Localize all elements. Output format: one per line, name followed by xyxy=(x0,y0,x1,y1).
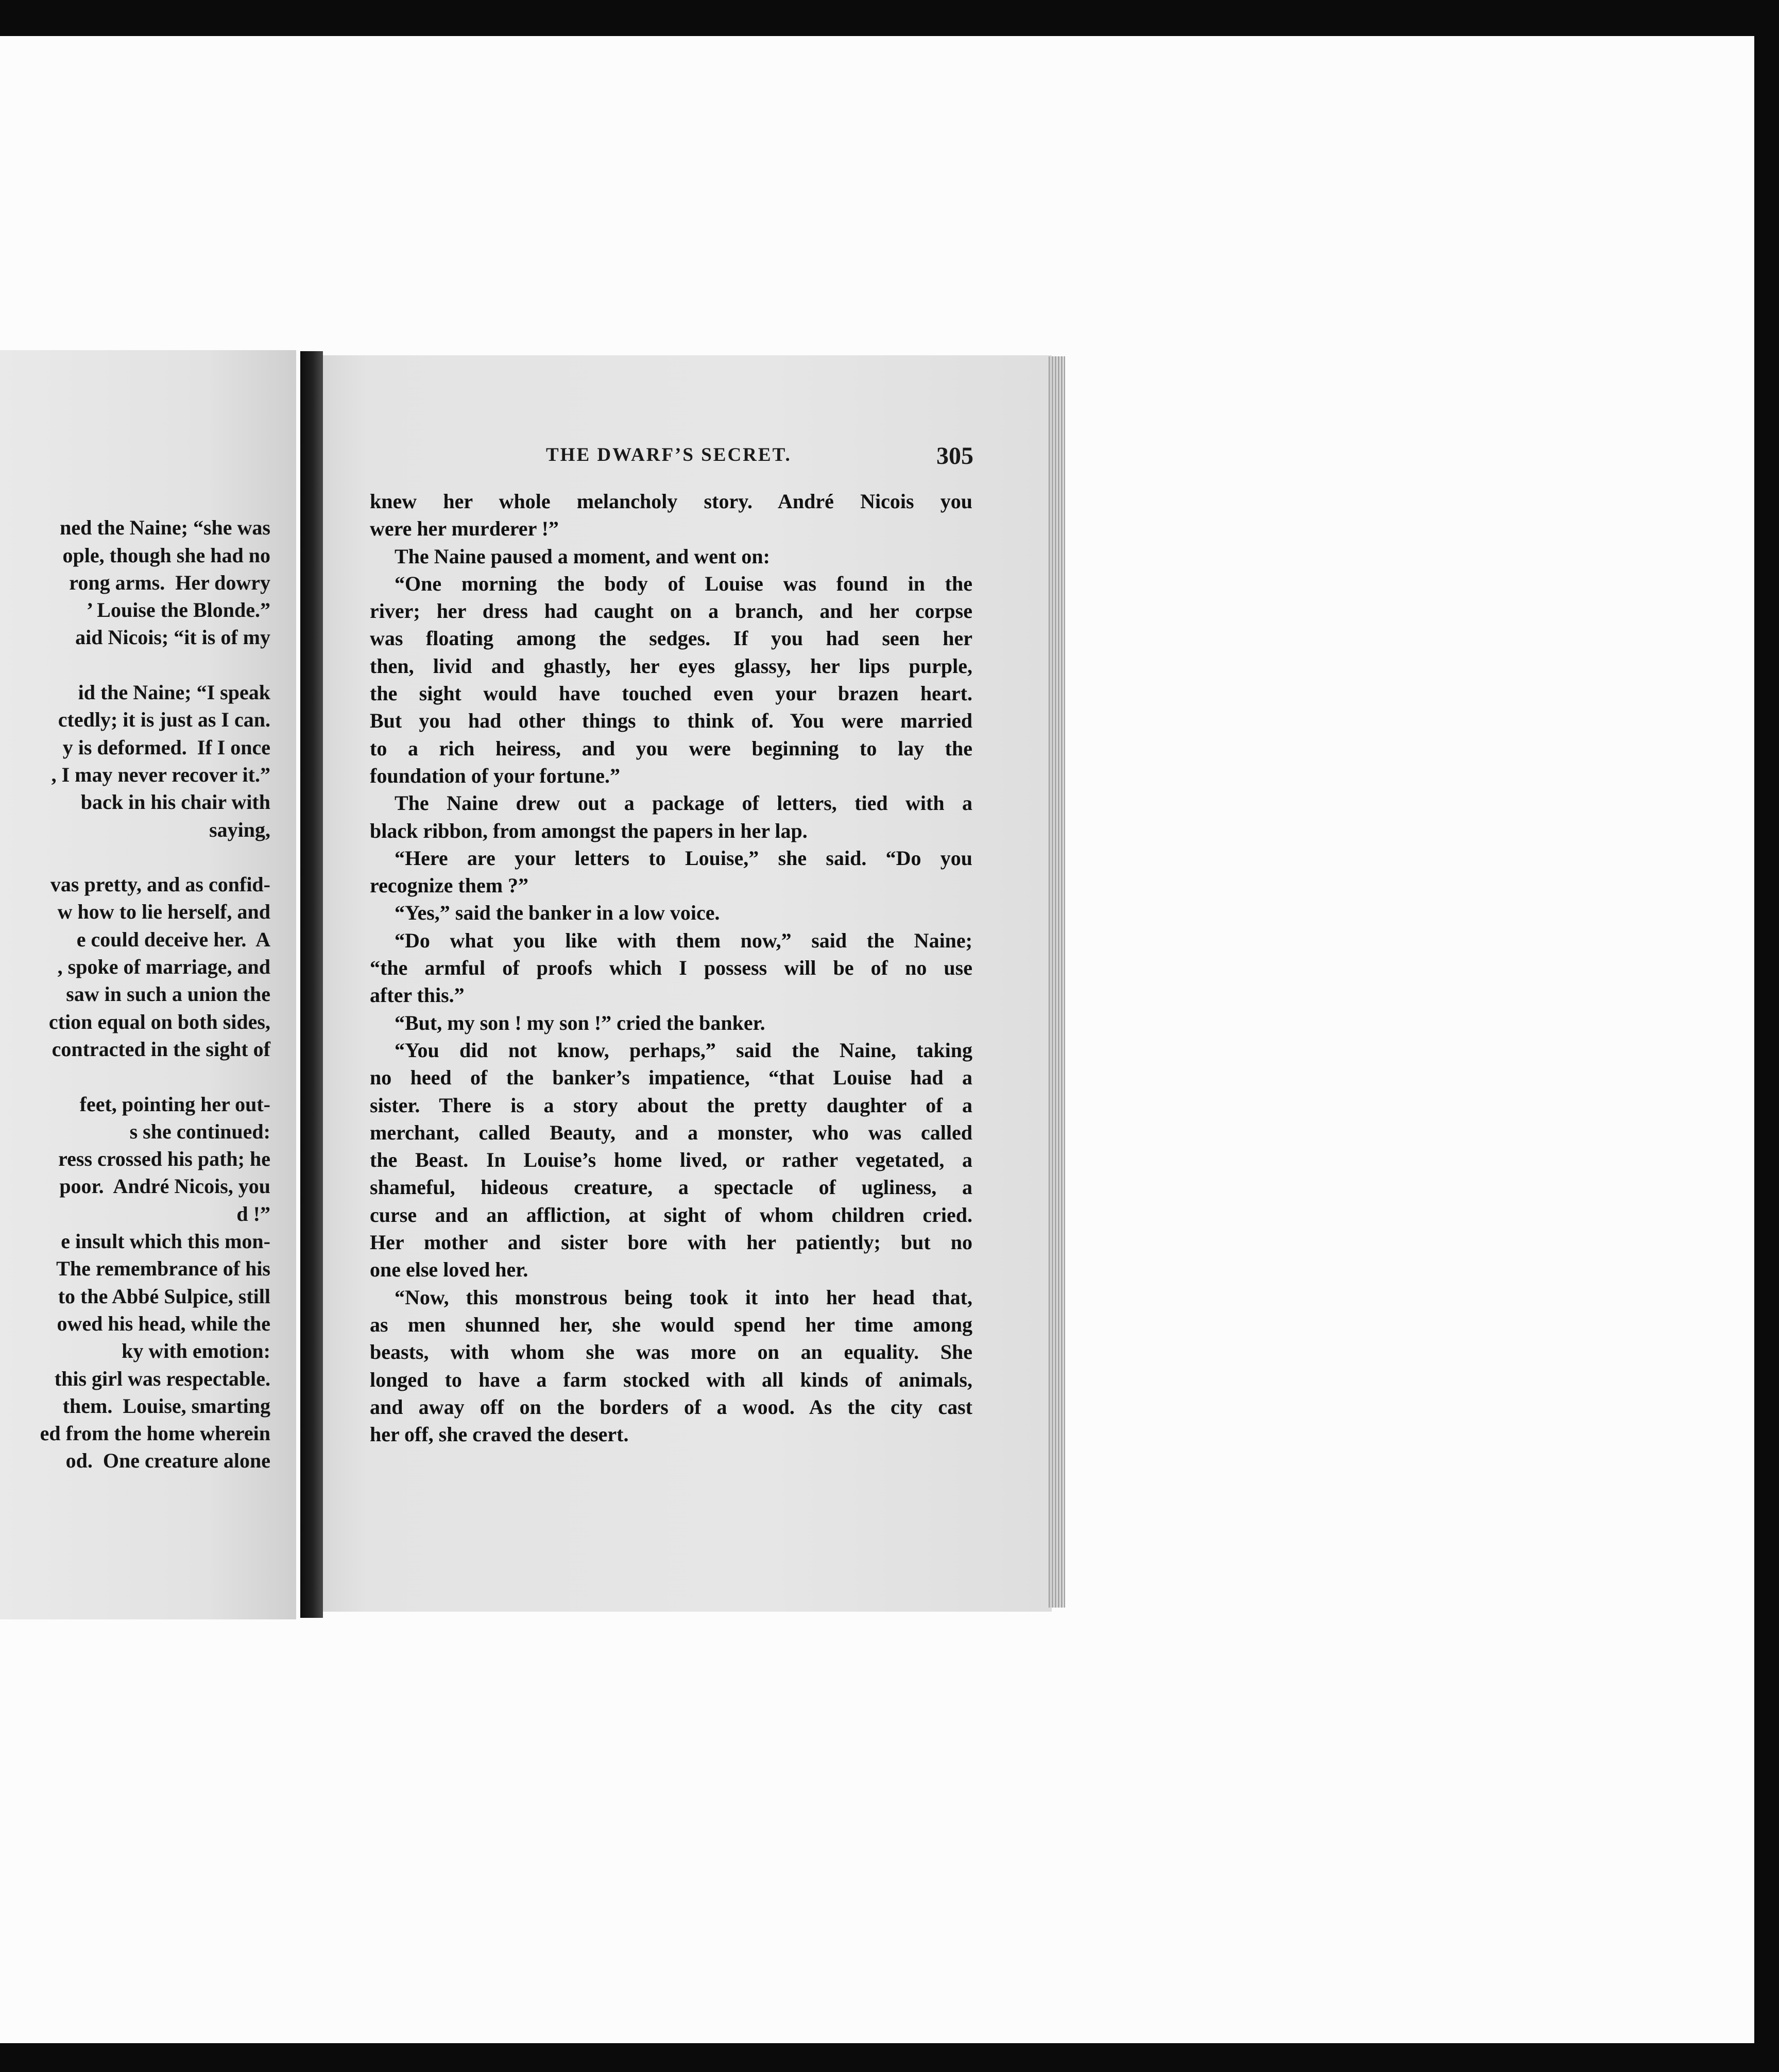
text-line: “But, my son ! my son !” cried the banker. xyxy=(395,1011,765,1034)
text-line: The Naine drew out a package of letters, tied with a xyxy=(395,791,972,815)
text-line: “Yes,” said the banker in a low voice. xyxy=(395,901,720,925)
text-line: “Now, this monstrous being took it into her head that, xyxy=(395,1285,972,1309)
left-line: this girl was respectable. xyxy=(54,1367,270,1390)
left-line: The remembrance of his xyxy=(56,1257,270,1281)
text-line: beasts, with whom she was more on an equality. She xyxy=(370,1340,972,1364)
left-line: back in his chair with xyxy=(80,790,270,814)
text-line: The Naine paused a moment, and went on: xyxy=(395,544,770,568)
text-line: was floating among the sedges. If you had seen her xyxy=(370,627,972,650)
left-line: owed his head, while the xyxy=(57,1311,270,1335)
text-line: “You did not know, perhaps,” said the Naine, taking xyxy=(395,1038,972,1062)
left-line: rong arms. Her dowry xyxy=(69,571,270,594)
left-line: s she continued: xyxy=(129,1119,270,1143)
text-line: her off, she craved the desert. xyxy=(370,1423,629,1446)
left-page xyxy=(0,350,296,1619)
left-line: ople, though she had no xyxy=(62,543,270,567)
page-edges xyxy=(1049,356,1065,1608)
text-line: Her mother and sister bore with her patiently; but no xyxy=(370,1231,972,1254)
page-number: 305 xyxy=(936,442,973,470)
left-line: poor. André Nicois, you xyxy=(59,1175,270,1198)
left-line: e could deceive her. A xyxy=(76,927,270,951)
left-line: , I may never recover it.” xyxy=(51,763,270,786)
text-line: and away off on the borders of a wood. As the city cast xyxy=(370,1395,972,1419)
scan-frame-top xyxy=(0,0,1779,36)
left-line: ctedly; it is just as I can. xyxy=(58,708,270,732)
text-line: foundation of your fortune.” xyxy=(370,764,620,787)
text-line: were her murderer !” xyxy=(370,517,559,541)
right-page-text xyxy=(370,488,972,1448)
left-line: d !” xyxy=(236,1202,270,1225)
left-line: contracted in the sight of xyxy=(52,1037,270,1061)
text-line: longed to have a farm stocked with all kinds of animals, xyxy=(370,1368,972,1391)
left-line: , spoke of marriage, and xyxy=(57,955,270,979)
text-line: But you had other things to think of. You were married xyxy=(370,709,972,733)
text-line: merchant, called Beauty, and a monster, who was called xyxy=(370,1120,972,1144)
text-line: knew her whole melancholy story. André Nicois you xyxy=(370,490,972,513)
left-line: ction equal on both sides, xyxy=(48,1010,270,1033)
scan-frame-right xyxy=(1754,0,1779,2072)
text-line: black ribbon, from amongst the papers in her lap. xyxy=(370,819,808,842)
text-line: after this.” xyxy=(370,983,465,1007)
left-line: saw in such a union the xyxy=(66,982,270,1006)
left-line: them. Louise, smarting xyxy=(62,1394,270,1418)
book-spine-gutter xyxy=(300,351,323,1618)
left-line: y is deformed. If I once xyxy=(62,735,270,759)
left-line: to the Abbé Sulpice, still xyxy=(58,1284,270,1308)
left-line: e insult which this mon- xyxy=(61,1230,270,1253)
text-line: “Here are your letters to Louise,” she said. “Do you xyxy=(395,846,972,870)
left-line: ky with emotion: xyxy=(122,1339,270,1363)
scan-frame-bottom xyxy=(0,2043,1779,2072)
text-line: shameful, hideous creature, a spectacle of ugliness, a xyxy=(370,1176,972,1199)
left-line: ed from the home wherein xyxy=(40,1422,270,1445)
text-line: “the armful of proofs which I possess will be of no use xyxy=(370,956,972,980)
left-line: w how to lie herself, and xyxy=(57,900,270,924)
text-line: the Beast. In Louise’s home lived, or rather vegetated, a xyxy=(370,1148,972,1172)
left-page-text xyxy=(0,487,270,1502)
text-line: “One morning the body of Louise was found in the xyxy=(395,572,972,595)
text-line: to a rich heiress, and you were beginning to lay the xyxy=(370,736,972,760)
left-line: aid Nicois; “it is of my xyxy=(75,626,270,649)
text-line: no heed of the banker’s impatience, “that Louise had a xyxy=(370,1066,972,1090)
left-line: id the Naine; “I speak xyxy=(78,681,270,704)
left-line: vas pretty, and as confid- xyxy=(50,873,270,896)
text-line: sister. There is a story about the pretty daughter of a xyxy=(370,1093,972,1117)
left-line: od. One creature alone xyxy=(65,1449,270,1473)
left-line: ress crossed his path; he xyxy=(58,1147,270,1171)
left-line: feet, pointing her out- xyxy=(79,1092,270,1116)
left-line: saying, xyxy=(209,818,270,841)
running-head: THE DWARF’S SECRET. xyxy=(546,444,792,465)
text-line: recognize them ?” xyxy=(370,874,529,897)
text-line: curse and an affliction, at sight of whom children cried. xyxy=(370,1203,972,1227)
text-line: river; her dress had caught on a branch, and her corpse xyxy=(370,599,972,623)
text-line: then, livid and ghastly, her eyes glassy, her lips purple, xyxy=(370,654,972,678)
text-line: the sight would have touched even your brazen heart. xyxy=(370,682,972,705)
text-line: “Do what you like with them now,” said the Naine; xyxy=(395,928,972,952)
left-line: ned the Naine; “she was xyxy=(60,516,270,540)
left-line: ’ Louise the Blonde.” xyxy=(86,598,270,622)
text-line: as men shunned her, she would spend her time among xyxy=(370,1313,972,1336)
text-line: one else loved her. xyxy=(370,1258,528,1282)
